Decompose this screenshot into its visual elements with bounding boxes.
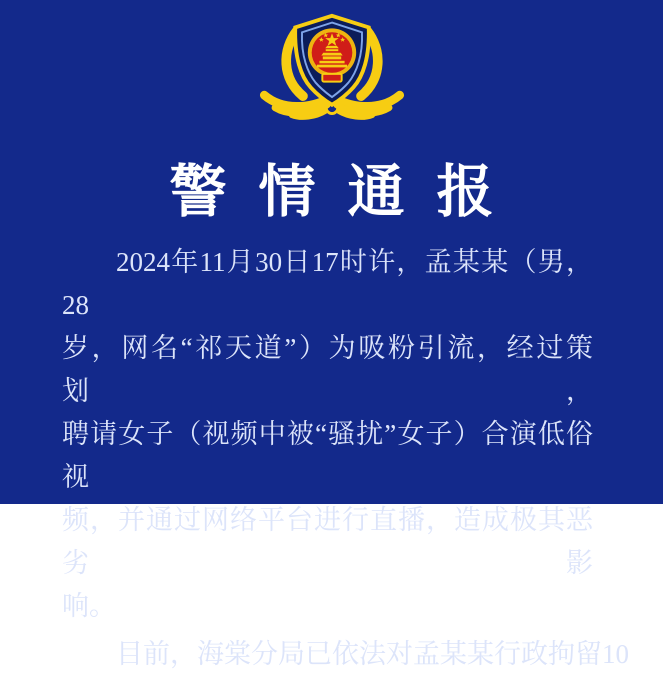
notice-body-line: 响。 [62,591,116,621]
notice-body-line: 聘请女子（视频中被“骚扰”女子）合演低俗视 [62,419,593,492]
notice-body-line: 2024年11月30日17时许，孟某某（男，28 [62,247,593,320]
police-badge-icon [257,11,407,129]
notice-title: 警情通报 [169,161,526,224]
notice-body [62,241,629,676]
notice-body-line: 岁，网名“祁天道”）为吸粉引流，经过策划， [62,333,593,406]
notice-body-line: 目前，海棠分局已依法对孟某某行政拘留10 [116,639,629,669]
notice-body-line: 频，并通过网络平台进行直播，造成极其恶劣影 [62,505,593,578]
